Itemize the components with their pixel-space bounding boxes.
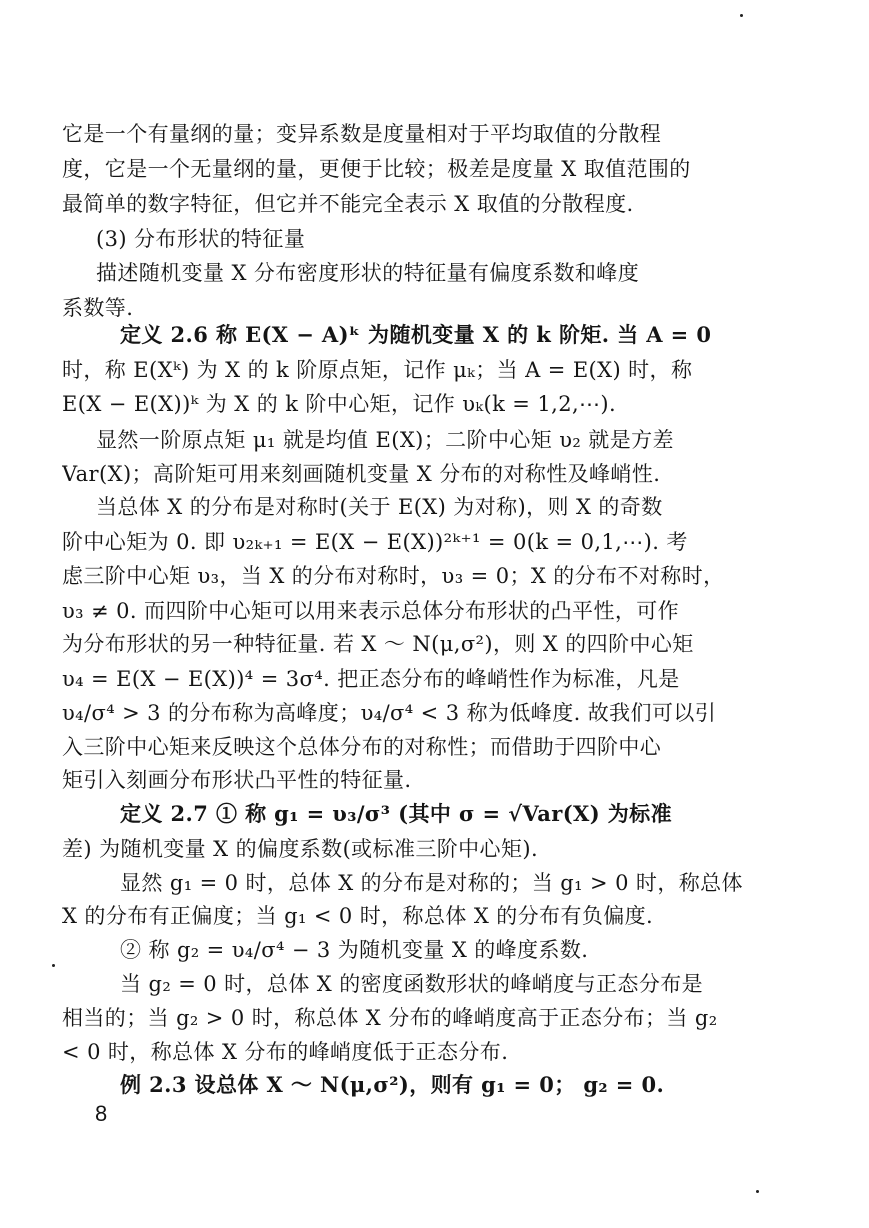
text-line-24: X 的分布有正偏度；当 g₁ < 0 时，称总体 X 的分布有负偏度. [62, 904, 654, 928]
text-line-27: 相当的；当 g₂ > 0 时，称总体 X 分布的峰峭度高于正态分布；当 g₂ [62, 1006, 718, 1030]
scan-speck [756, 1190, 759, 1193]
text-line-15: υ₃ ≠ 0. 而四阶中心矩可以用来表示总体分布形状的凸平性，可作 [62, 599, 680, 623]
text-line-12: 当总体 X 的分布是对称时(关于 E(X) 为对称)，则 X 的奇数 [96, 495, 663, 519]
text-line-16: 为分布形状的另一种特征量. 若 X ～ N(μ,σ²)，则 X 的四阶中心矩 [62, 632, 694, 656]
definition-2-6: 定义 2.6 称 E(X − A)ᵏ 为随机变量 X 的 k 阶矩. 当 A = 0 [120, 322, 712, 347]
page-number: 8 [95, 1101, 108, 1126]
text-line-28: < 0 时，称总体 X 分布的峰峭度低于正态分布. [62, 1040, 509, 1064]
text-line-19: 入三阶中心矩来反映这个总体分布的对称性；而借助于四阶中心 [62, 735, 662, 759]
text-line-2: 度，它是一个无量纲的量，更便于比较；极差是度量 X 取值范围的 [62, 157, 691, 181]
text-line-20: 矩引入刻画分布形状凸平性的特征量. [62, 768, 412, 792]
definition-2-7: 定义 2.7 ① 称 g₁ = υ₃/σ³ (其中 σ = √Var(X) 为标准 [120, 801, 672, 826]
text-line-1: 它是一个有量纲的量；变异系数是度量相对于平均取值的分散程 [62, 122, 662, 146]
text-line-3: 最简单的数字特征，但它并不能完全表示 X 取值的分散程度. [62, 192, 634, 216]
text-line-25: ② 称 g₂ = υ₄/σ⁴ − 3 为随机变量 X 的峰度系数. [120, 938, 589, 962]
text-line-8: 时，称 E(Xᵏ) 为 X 的 k 阶原点矩，记作 μₖ；当 A = E(X) 时，称 [62, 358, 693, 382]
text-line-5: 描述随机变量 X 分布密度形状的特征量有偏度系数和峰度 [96, 261, 640, 285]
example-2-3: 例 2.3 设总体 X ～ N(μ,σ²)，则有 g₁ = 0； g₂ = 0. [120, 1072, 665, 1097]
scan-speck [52, 964, 55, 967]
text-line-6: 系数等. [62, 296, 134, 320]
scan-speck [740, 14, 743, 17]
text-line-22: 差) 为随机变量 X 的偏度系数(或标准三阶中心矩). [62, 837, 539, 861]
text-line-10: 显然一阶原点矩 μ₁ 就是均值 E(X)；二阶中心矩 υ₂ 就是方差 [96, 428, 674, 452]
text-line-18: υ₄/σ⁴ > 3 的分布称为高峰度；υ₄/σ⁴ < 3 称为低峰度. 故我们可以引 [62, 701, 717, 725]
text-line-13: 阶中心矩为 0. 即 υ₂ₖ₊₁ = E(X − E(X))²ᵏ⁺¹ = 0(k = 0,1,⋯). 考 [62, 530, 688, 554]
text-line-14: 虑三阶中心矩 υ₃，当 X 的分布对称时，υ₃ = 0；X 的分布不对称时， [62, 564, 725, 588]
text-line-17: υ₄ = E(X − E(X))⁴ = 3σ⁴. 把正态分布的峰峭性作为标准，凡是 [62, 667, 680, 691]
text-line-23: 显然 g₁ = 0 时，总体 X 的分布是对称的；当 g₁ > 0 时，称总体 [120, 871, 743, 895]
text-line-9: E(X − E(X))ᵏ 为 X 的 k 阶中心矩，记作 υₖ(k = 1,2,⋯). [62, 392, 617, 416]
section-heading: (3) 分布形状的特征量 [96, 227, 306, 251]
text-line-26: 当 g₂ = 0 时，总体 X 的密度函数形状的峰峭度与正态分布是 [120, 972, 704, 996]
text-line-11: Var(X)；高阶矩可用来刻画随机变量 X 分布的对称性及峰峭性. [62, 462, 661, 486]
